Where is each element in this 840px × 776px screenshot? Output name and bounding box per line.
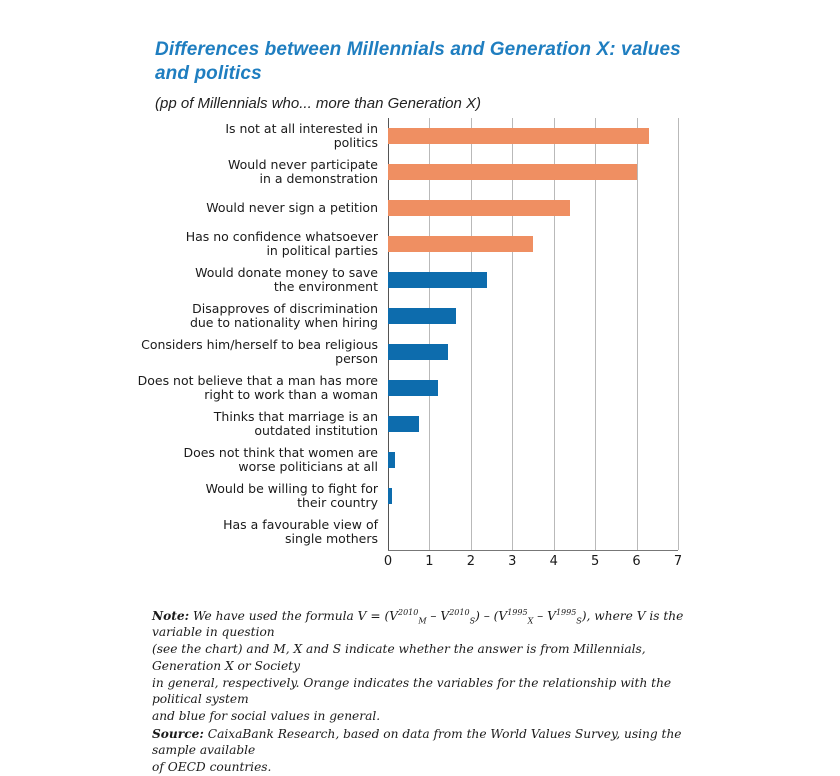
note-sup-2010a: 2010: [398, 607, 419, 617]
category-label: [120, 201, 388, 215]
note-line-3: in general, respectively. Orange indicates the variables for the relationship with the political system: [152, 675, 672, 707]
category-label: [120, 446, 388, 475]
note-label: Note:: [152, 609, 190, 623]
x-tick-label: 6: [632, 554, 641, 569]
category-label: [120, 410, 388, 439]
bar-track: [388, 118, 678, 154]
x-axis-ticks: [383, 554, 683, 574]
x-tick-label: 5: [591, 554, 600, 569]
category-label-line: Disapproves of discrimination: [192, 300, 378, 316]
chart-row: [120, 262, 720, 298]
category-label: [120, 374, 388, 403]
bar-track: [388, 334, 678, 370]
category-label-line: Thinks that marriage is an: [213, 408, 378, 424]
x-tick-label: 4: [549, 554, 558, 569]
bar: [388, 200, 570, 216]
x-tick-label: 2: [466, 554, 475, 569]
bar-rows: [120, 118, 720, 550]
bar-track: [388, 514, 678, 550]
title-block: [155, 38, 715, 113]
bar: [388, 488, 392, 504]
category-label: [120, 518, 388, 547]
chart-row: [120, 154, 720, 190]
x-tick-label: 7: [673, 554, 683, 569]
note-text-2: – V: [426, 609, 450, 623]
note-line-1: [152, 608, 697, 640]
category-label-line: Does not believe that a man has more: [137, 372, 378, 388]
category-label-line: due to nationality when hiring: [189, 315, 378, 330]
category-label-line: worse politicians at all: [238, 459, 378, 474]
category-label-line: in a demonstration: [259, 171, 378, 186]
category-label-line: Would donate money to save: [195, 264, 378, 280]
chart-row: [120, 226, 720, 262]
bar: [388, 272, 487, 288]
bar: [388, 380, 438, 396]
note-sub-x: X: [527, 616, 534, 626]
bar: [388, 452, 395, 468]
bar-track: [388, 406, 678, 442]
chart-row: [120, 406, 720, 442]
chart-row: [120, 514, 720, 550]
source-line-2: of OECD countries.: [152, 759, 272, 774]
x-tick-label: 1: [425, 554, 434, 569]
chart-row: [120, 442, 720, 478]
x-tick-label: 3: [508, 554, 517, 569]
category-label-line: in political parties: [266, 243, 378, 258]
category-label-line: Would never sign a petition: [206, 199, 378, 215]
category-label-line: Is not at all interested in: [225, 120, 378, 136]
bar: [388, 236, 533, 252]
bar: [388, 416, 419, 432]
category-label-line: Does not think that women are: [183, 444, 378, 460]
category-label-line: politics: [333, 135, 378, 150]
category-label: [120, 158, 388, 187]
bar-track: [388, 298, 678, 334]
chart-plot-area: [120, 118, 720, 588]
chart-subtitle: (pp of Millennials who... more than Generation X): [155, 94, 481, 112]
source-label: Source:: [152, 726, 204, 741]
bar: [388, 164, 637, 180]
bar-track: [388, 154, 678, 190]
chart-row: [120, 190, 720, 226]
bar-track: [388, 190, 678, 226]
bar-track: [388, 478, 678, 514]
bar-track: [388, 262, 678, 298]
note-sup-1995a: 1995: [507, 607, 528, 617]
x-axis-line: [388, 550, 678, 551]
bar: [388, 128, 649, 144]
note-sup-1995b: 1995: [555, 607, 577, 617]
category-label-line: person: [335, 351, 378, 366]
source-text: CaixaBank Research, based on data from the World Values Survey, using the sample available: [152, 726, 682, 757]
category-label: [120, 482, 388, 511]
category-label-line: Considers him/herself to bea religious: [141, 336, 378, 352]
category-label-line: Would be willing to fight for: [205, 480, 378, 496]
category-label-line: the environment: [273, 279, 378, 294]
category-label: [120, 266, 388, 295]
bar: [388, 308, 456, 324]
bar-track: [388, 370, 678, 406]
note-text-1: We have used the formula V = (V: [189, 609, 398, 623]
note-line-2: (see the chart) and M, X and S indicate whether the answer is from Millennials, Generation X or Society: [152, 642, 646, 673]
category-label: [120, 338, 388, 367]
note-sub-s2: S: [576, 616, 582, 626]
chart-row: [120, 478, 720, 514]
category-label-line: outdated institution: [254, 423, 378, 438]
chart-row: [120, 370, 720, 406]
category-label: [120, 230, 388, 259]
category-label-line: right to work than a woman: [204, 387, 378, 402]
bar-track: [388, 442, 678, 478]
source-line-1: [152, 726, 697, 758]
category-label-line: Would never participate: [227, 156, 378, 172]
chart-row: [120, 334, 720, 370]
footnotes: [152, 608, 697, 776]
category-label-line: single mothers: [285, 531, 378, 546]
note-sub-m: M: [418, 616, 427, 626]
bar-track: [388, 226, 678, 262]
category-label-line: Has a favourable view of: [223, 516, 378, 532]
chart-title: Differences between Millennials and Generation X: values and politics: [155, 39, 681, 84]
chart-row: [120, 298, 720, 334]
chart-row: [120, 118, 720, 154]
category-label-line: their country: [297, 495, 378, 510]
note-text-3: ) – (V: [475, 609, 508, 623]
note-sup-2010b: 2010: [449, 607, 470, 617]
x-tick-label: 0: [383, 554, 393, 569]
category-label: [120, 302, 388, 331]
note-line-4: and blue for social values in general.: [152, 709, 381, 724]
note-sub-s1: S: [469, 616, 476, 626]
note-text-5: ), where V is the variable in question: [152, 609, 684, 640]
bar: [388, 344, 448, 360]
note-text-4: – V: [533, 609, 556, 623]
category-label: [120, 122, 388, 151]
category-label-line: Has no confidence whatsoever: [185, 228, 378, 244]
